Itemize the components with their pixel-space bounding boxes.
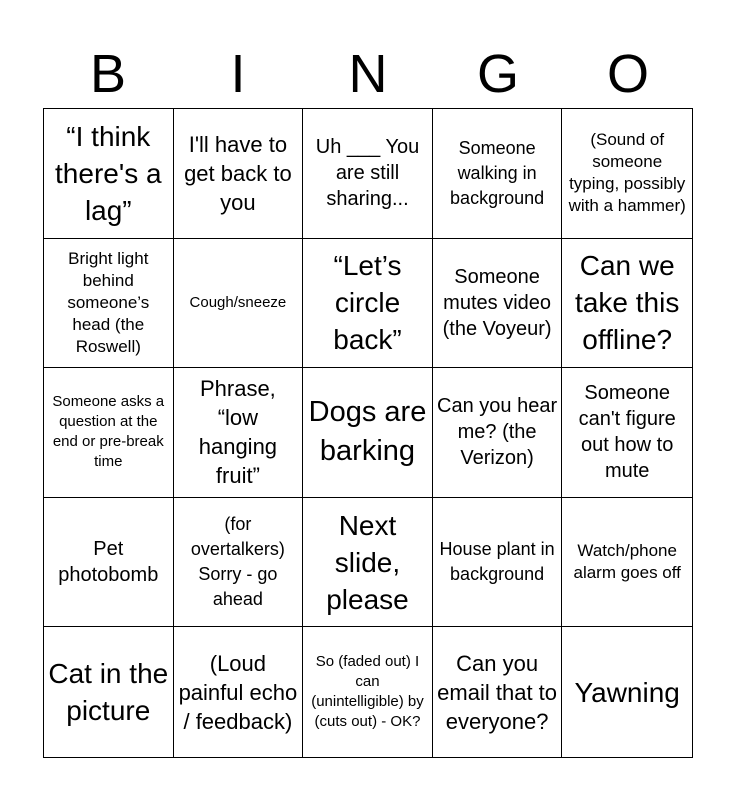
bingo-cell[interactable]: [44, 498, 174, 628]
cell-text: (for overtalkers) Sorry - go ahead: [190, 514, 285, 610]
bingo-cell[interactable]: [562, 498, 692, 628]
cell-text: Uh ___ You are still sharing...: [315, 136, 420, 211]
cell-text: Yawning: [574, 676, 680, 708]
header-letter-n: N: [348, 44, 388, 104]
header-letter-o: O: [606, 44, 649, 104]
cell-text: Phrase, “low hanging fruit”: [198, 376, 278, 489]
bingo-cell[interactable]: [174, 627, 304, 757]
bingo-cell[interactable]: [433, 498, 563, 628]
bingo-cell[interactable]: [433, 109, 563, 239]
bingo-cell[interactable]: [562, 109, 692, 239]
cell-text: House plant in background: [439, 539, 555, 585]
bingo-cell[interactable]: [44, 368, 174, 498]
header-letter-i: I: [230, 44, 246, 104]
bingo-cell[interactable]: [44, 239, 174, 369]
cell-text: Watch/phone alarm goes off: [573, 541, 681, 583]
bingo-cell[interactable]: [303, 627, 433, 757]
cell-text: (Sound of someone typing, possibly with a hammer): [568, 130, 686, 216]
bingo-cell[interactable]: [303, 109, 433, 239]
bingo-cell[interactable]: [562, 239, 692, 369]
cell-text: Can you hear me? (the Verizon): [437, 395, 558, 470]
bingo-cell[interactable]: [562, 627, 692, 757]
bingo-cell[interactable]: [303, 368, 433, 498]
bingo-cell[interactable]: [174, 239, 304, 369]
cell-text: Someone mutes video (the Voyeur): [442, 265, 552, 340]
bingo-cell[interactable]: [44, 109, 174, 239]
bingo-cell[interactable]: [303, 498, 433, 628]
cell-text: Dogs are barking: [308, 396, 427, 468]
cell-text: Cough/sneeze: [189, 293, 287, 311]
header-letter-b: B: [89, 44, 127, 104]
bingo-cell[interactable]: [433, 627, 563, 757]
header-letter-g: G: [476, 44, 519, 104]
cell-text: Next slide, please: [326, 509, 409, 615]
bingo-cell[interactable]: [433, 239, 563, 369]
bingo-cell[interactable]: [174, 368, 304, 498]
bingo-cell[interactable]: [174, 109, 304, 239]
bingo-cell[interactable]: [44, 627, 174, 757]
cell-text: Can we take this offline?: [575, 250, 680, 356]
cell-text: Cat in the picture: [48, 658, 169, 727]
cell-text: Someone walking in background: [450, 137, 545, 208]
cell-text: “I think there's a lag”: [55, 120, 162, 226]
bingo-cell[interactable]: [174, 498, 304, 628]
cell-text: I'll have to get back to you: [184, 131, 292, 215]
bingo-cell[interactable]: [433, 368, 563, 498]
cell-text: Someone asks a question at the end or pre-break time: [52, 393, 165, 471]
cell-text: (Loud painful echo / feedback): [178, 650, 298, 734]
cell-text: Pet photobomb: [58, 538, 159, 587]
bingo-cell[interactable]: [562, 368, 692, 498]
cell-text: Bright light behind someone’s head (the Roswell): [67, 248, 150, 356]
cell-text: So (faded out) I can (unintelligible) by (cuts out) - OK?: [311, 653, 424, 731]
bingo-board: [43, 108, 693, 758]
cell-text: “Let’s circle back”: [333, 250, 402, 356]
cell-text: Can you email that to everyone?: [437, 650, 558, 734]
bingo-cell[interactable]: [303, 239, 433, 369]
cell-text: Someone can't figure out how to mute: [578, 382, 676, 483]
bingo-header: [43, 40, 693, 108]
